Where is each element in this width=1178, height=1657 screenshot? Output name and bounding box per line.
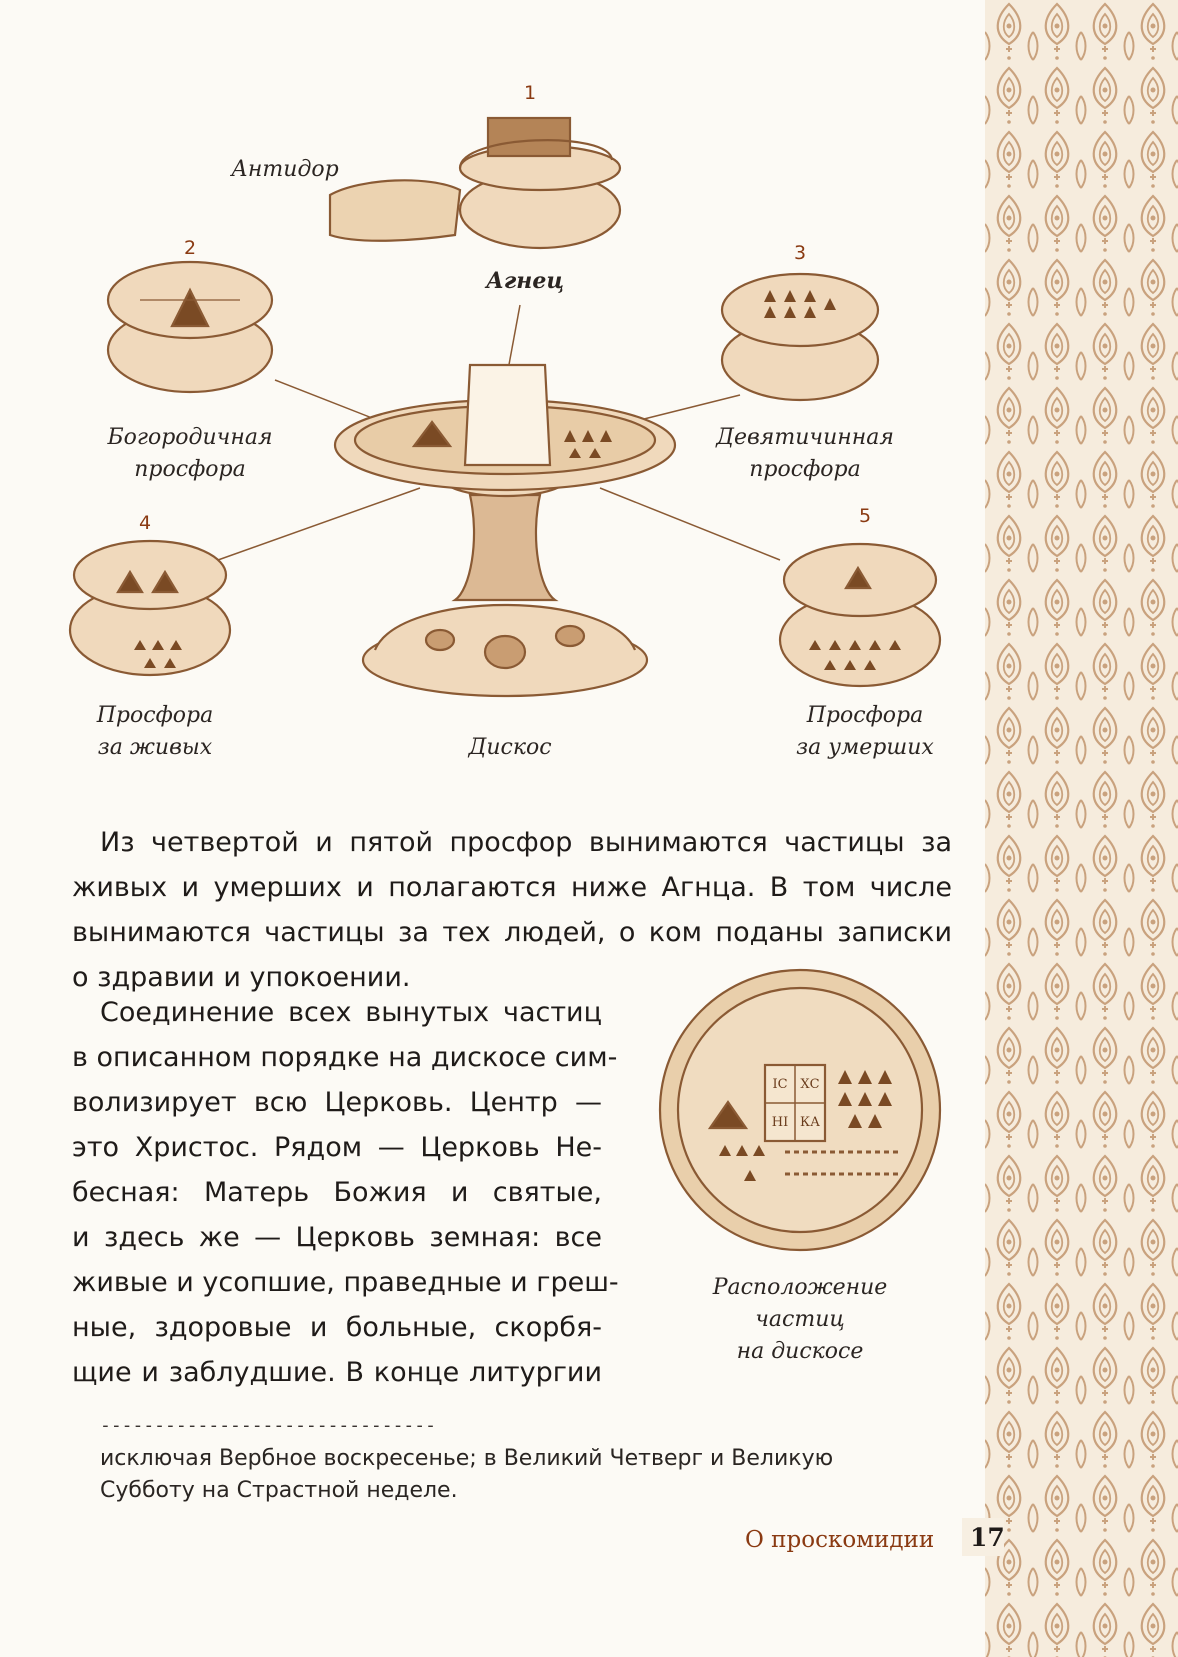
seal-text: ХС (800, 1077, 820, 1092)
text-line: ные, здоровые и больные, скорбя- (72, 1312, 602, 1343)
prosphora-5 (780, 544, 940, 686)
text-line: волизирует всю Церковь. Центр — (72, 1087, 602, 1118)
text-line: в описанном порядке на дискосе сим- (72, 1042, 618, 1073)
caption-za-zhivyh: Просфора за живых (96, 703, 214, 760)
text-line: живых и умерших и полагаются ниже Агнца. В том числе (72, 872, 952, 903)
text-line: бесная: Матерь Божия и святые, (72, 1177, 602, 1208)
prosphora-1 (330, 118, 620, 248)
caption-diskos: Дискос (468, 735, 552, 760)
footnote-rule: ------------------------------- (100, 1415, 436, 1436)
text-line: Соединение всех вынутых частиц (100, 997, 602, 1028)
connector-line (508, 305, 520, 370)
footnote-line: Субботу на Страстной неделе. (100, 1478, 458, 1503)
page-number: 17 (970, 1523, 1005, 1552)
ornament-pattern (985, 0, 1178, 1657)
connector-line (218, 488, 420, 560)
figure-number: 2 (183, 237, 197, 259)
figure-number: 3 (793, 242, 807, 264)
caption-za-umershih: Просфора за умерших (796, 703, 934, 760)
text-line: Из четвертой и пятой просфор вынимаются частицы за (100, 827, 952, 858)
paragraph-1 (72, 820, 952, 1000)
running-head: О проскомидии (745, 1527, 935, 1553)
text-line: щие и заблудшие. В конце литургии (72, 1357, 602, 1388)
connector-line (640, 395, 740, 420)
figure-number: 1 (523, 82, 537, 104)
text-line: это Христос. Рядом — Церковь Не- (72, 1132, 602, 1163)
figure-number: 5 (858, 505, 872, 527)
caption-bogorodichnaya: Богородичная просфора (107, 425, 273, 482)
seal-text: ІС (772, 1077, 788, 1092)
text-line: о здравии и упокоении. (72, 962, 411, 993)
prosphora-4 (70, 541, 230, 675)
footnote (100, 1443, 940, 1507)
caption-devyatichinnaya: Девятичинная просфора (716, 425, 894, 482)
seal-text: КА (800, 1115, 820, 1130)
seal-text: НІ (771, 1115, 789, 1130)
text-line: и здесь же — Церковь земная: все (72, 1222, 602, 1253)
prosphora-2 (108, 262, 272, 392)
prosphora-3 (722, 274, 878, 400)
diskos-arrangement-figure (640, 960, 960, 1260)
ornament-border (985, 0, 1178, 1657)
text-line: вынимаются частицы за тех людей, о ком поданы записки (72, 917, 952, 948)
caption-agnets: Агнец (486, 268, 564, 294)
proskomedia-illustration (0, 0, 985, 790)
text-line: живые и усопшие, праведные и греш- (72, 1267, 619, 1298)
caption-antidor: Антидор (231, 157, 339, 182)
caption-raspolozhenie: Расположение частиц на дискосе (712, 1275, 888, 1364)
diskos (335, 365, 675, 696)
paragraph-2 (72, 990, 619, 1395)
footnote-line: исключая Вербное воскресенье; в Великий Четверг и Великую (100, 1446, 834, 1471)
figure-number: 4 (138, 512, 152, 534)
connector-line (600, 488, 780, 560)
